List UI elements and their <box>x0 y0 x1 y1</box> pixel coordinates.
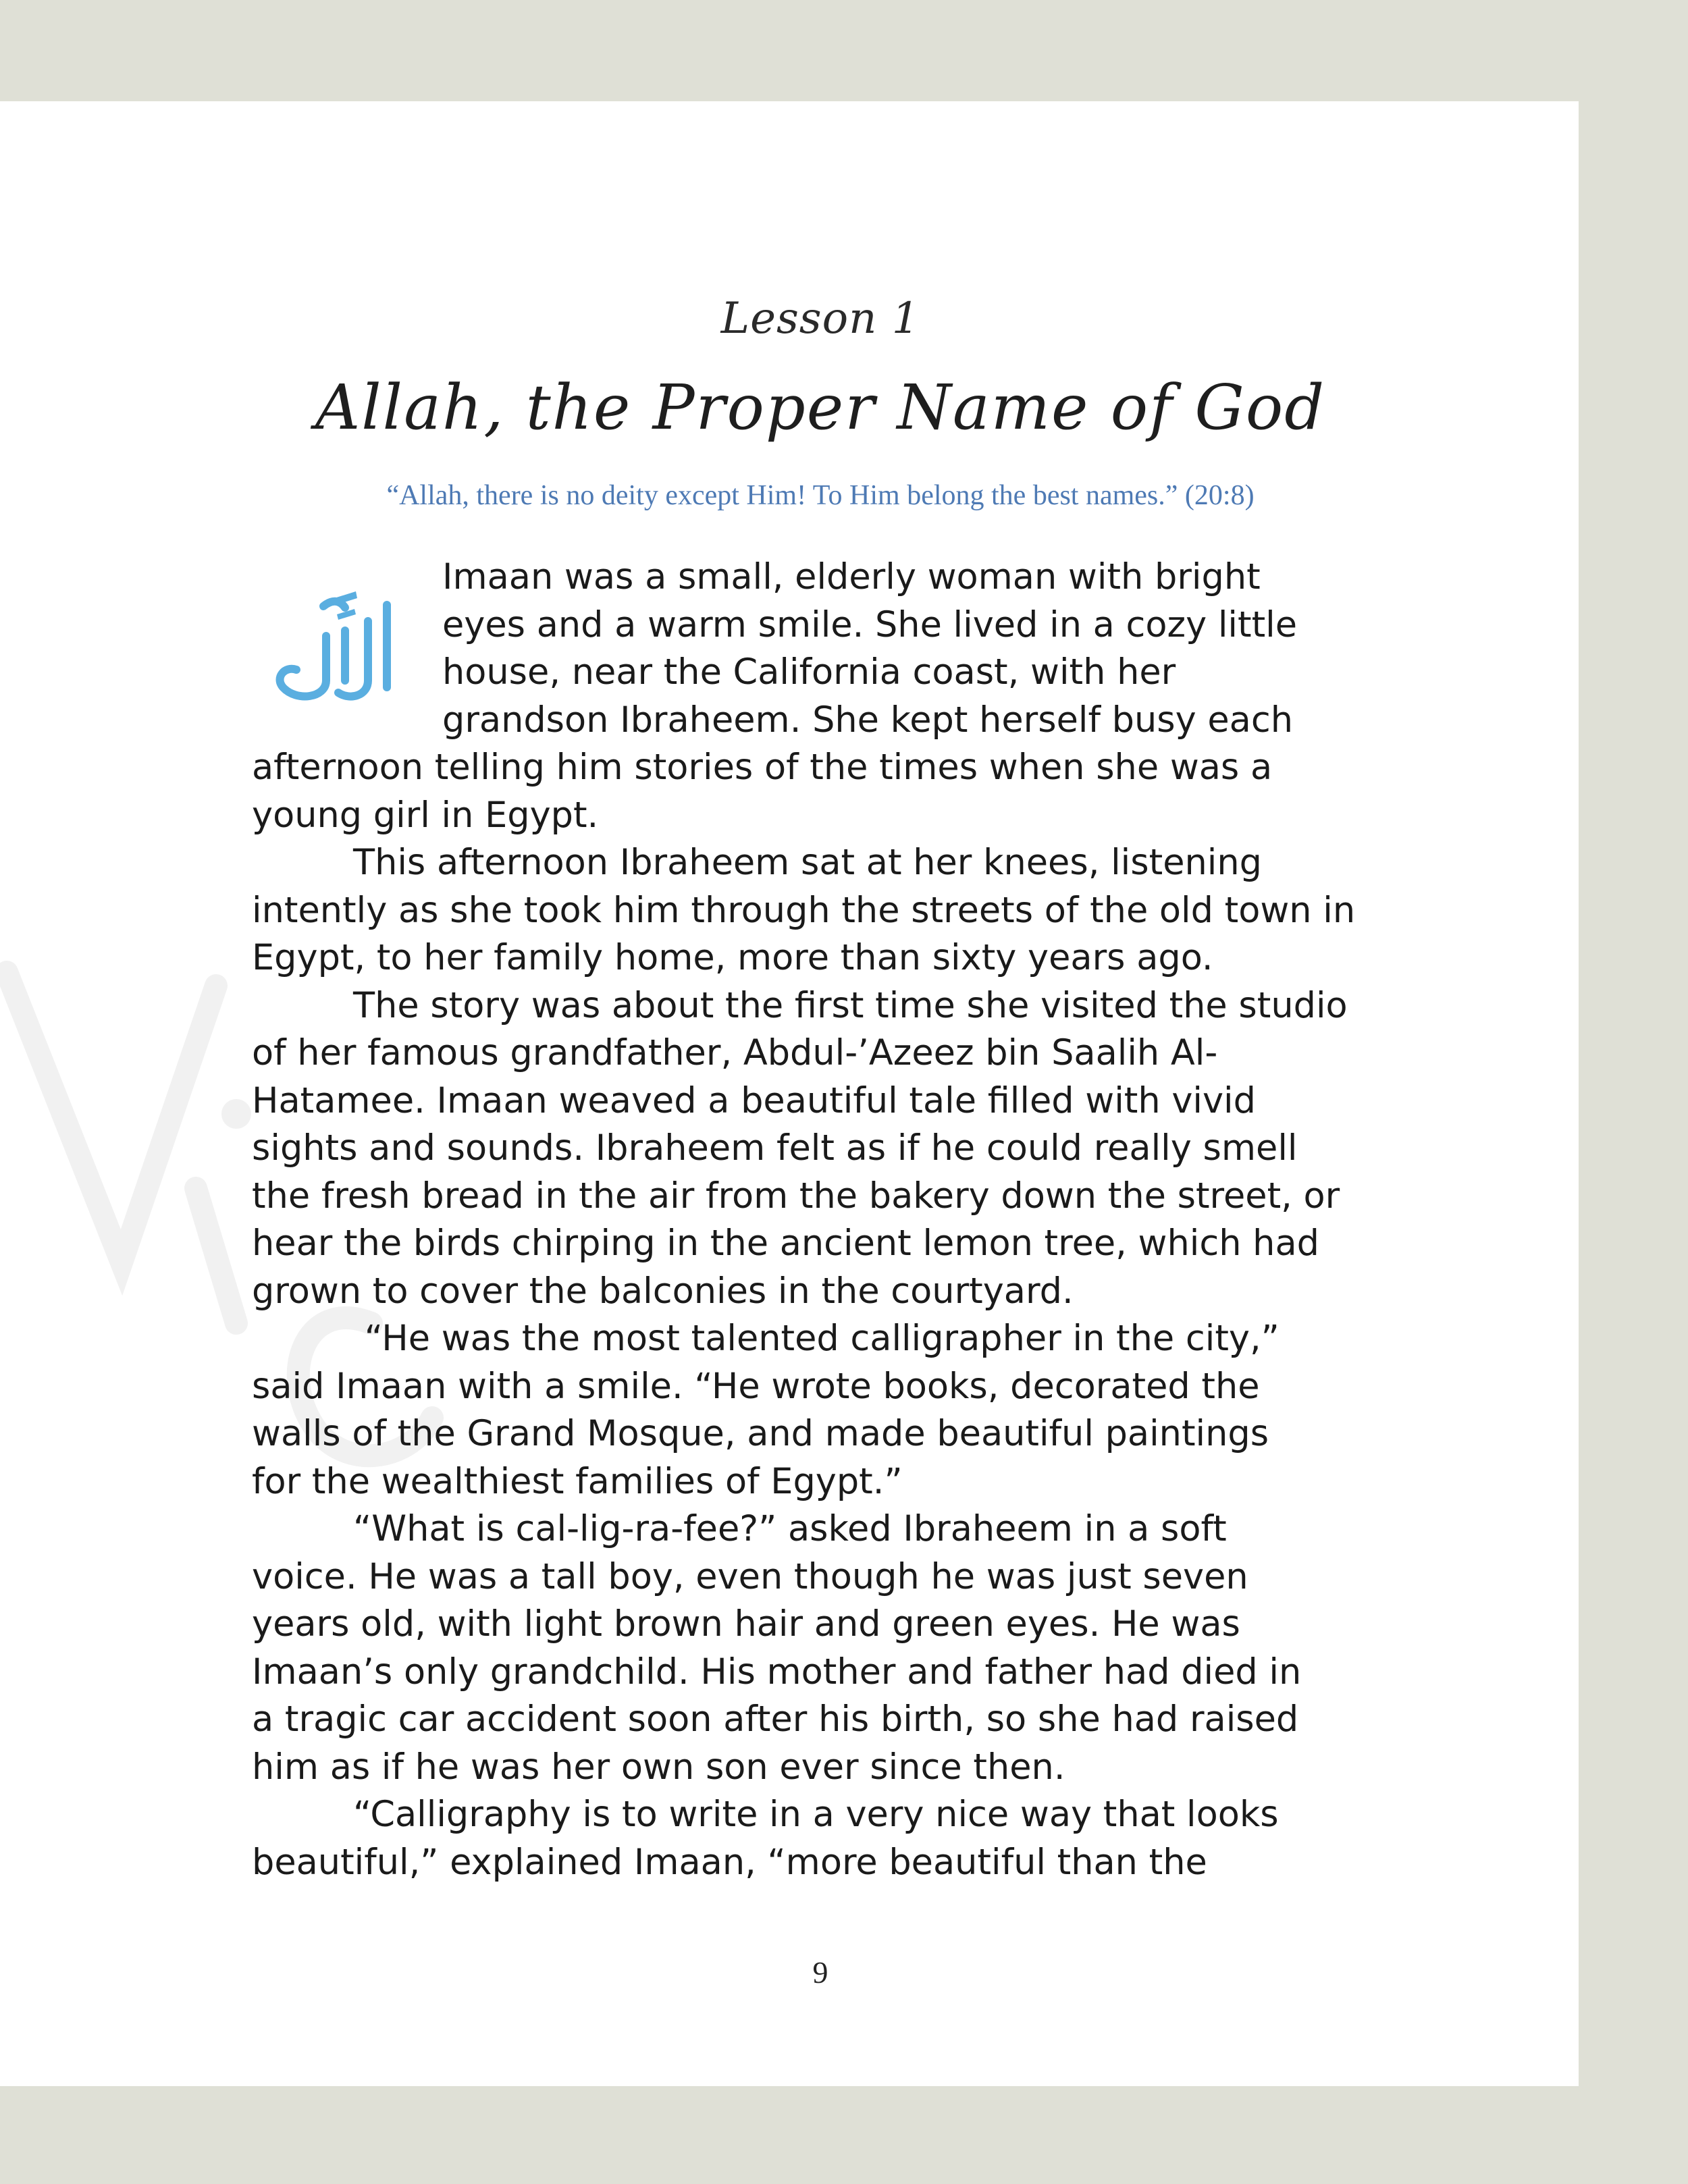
paragraph-3 <box>252 982 1400 1316</box>
paragraph-6 <box>252 1791 1400 1886</box>
text-line: grandson Ibraheem. She kept herself busy each <box>442 699 1293 741</box>
paragraph-4 <box>252 1315 1400 1506</box>
text-line: beautiful,” explained Imaan, “more beautiful than the <box>252 1841 1207 1883</box>
text-line: The story was about the first time she visited the studio <box>353 984 1348 1026</box>
text-line: him as if he was her own son ever since then. <box>252 1746 1065 1788</box>
text-line: “What is cal-lig-ra-fee?” asked Ibraheem in a soft <box>353 1508 1227 1549</box>
paragraph-1 <box>252 554 1400 839</box>
text-line: Imaan was a small, elderly woman with bright <box>442 556 1261 597</box>
text-line: for the wealthiest families of Egypt.” <box>252 1460 903 1502</box>
text-line: years old, with light brown hair and green eyes. He was <box>252 1603 1240 1645</box>
text-line: sights and sounds. Ibraheem felt as if he could really smell <box>252 1127 1298 1169</box>
text-line: “Calligraphy is to write in a very nice way that looks <box>353 1794 1279 1835</box>
text-line: grown to cover the balconies in the courtyard. <box>252 1270 1074 1312</box>
text-line: Hatamee. Imaan weaved a beautiful tale filled with vivid <box>252 1080 1256 1121</box>
text-line: the fresh bread in the air from the bakery down the street, or <box>252 1175 1340 1217</box>
lesson-title: Allah, the Proper Name of God <box>315 371 1326 444</box>
text-line: young girl in Egypt. <box>252 794 599 836</box>
lesson-label: Lesson 1 <box>720 294 920 344</box>
quran-epigraph: “Allah, there is no deity except Him! To Him belong the best names.” (20:8) <box>386 480 1255 511</box>
page-number: 9 <box>812 1955 828 1990</box>
text-line: afternoon telling him stories of the times when she was a <box>252 747 1273 788</box>
text-line: said Imaan with a smile. “He wrote books, decorated the <box>252 1365 1260 1407</box>
book-page <box>0 101 1579 2086</box>
text-line: Egypt, to her family home, more than sixty years ago. <box>252 937 1213 978</box>
text-line: walls of the Grand Mosque, and made beautiful paintings <box>252 1413 1269 1454</box>
text-line: This afternoon Ibraheem sat at her knees, listening <box>353 842 1262 883</box>
paragraph-2 <box>252 839 1400 982</box>
text-line: hear the birds chirping in the ancient lemon tree, which had <box>252 1223 1319 1264</box>
text-line: Imaan’s only grandchild. His mother and father had died in <box>252 1651 1302 1693</box>
text-line: voice. He was a tall boy, even though he was just seven <box>252 1555 1248 1597</box>
text-line: “He was the most talented calligrapher in the city,” <box>353 1318 1280 1359</box>
text-line: eyes and a warm smile. She lived in a cozy little <box>442 604 1298 645</box>
text-line: house, near the California coast, with her <box>442 651 1176 693</box>
text-line: a tragic car accident soon after his birth, so she had raised <box>252 1699 1299 1740</box>
story-text <box>252 554 1400 1886</box>
text-line: intently as she took him through the streets of the old town in <box>252 889 1356 931</box>
text-line: of her famous grandfather, Abdul-’Azeez bin Saalih Al- <box>252 1032 1218 1073</box>
paragraph-5 <box>252 1506 1400 1791</box>
